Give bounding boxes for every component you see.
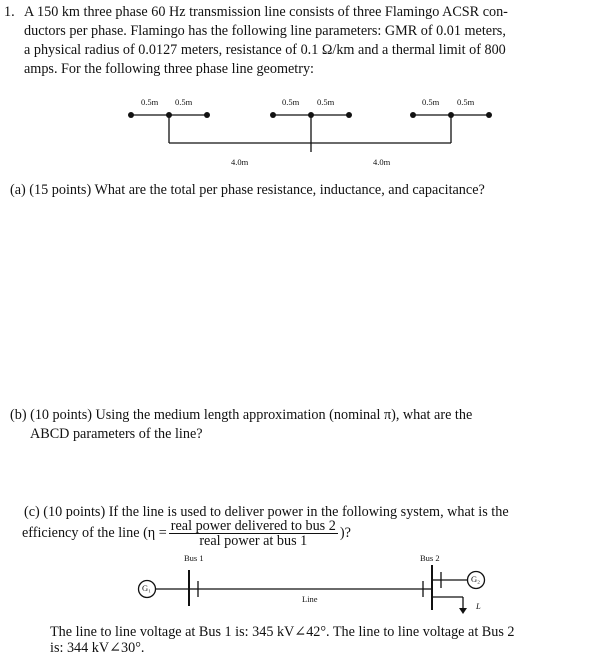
- spacing-label: 0.5m: [457, 97, 475, 107]
- problem-line-1: A 150 km three phase 60 Hz transmission line consists of three Flamingo ACSR con-: [24, 4, 508, 20]
- line-label: Line: [302, 594, 318, 604]
- part-c-line-1: (c) (10 points) If the line is used to deliver power in the following system, what is the: [24, 504, 509, 520]
- problem-number: 1.: [4, 4, 15, 20]
- problem-line-3: a physical radius of 0.0127 meters, resistance of 0.1 Ω/km and a thermal limit of 800: [24, 42, 506, 58]
- fraction-denominator: real power at bus 1: [199, 533, 308, 549]
- spacing-label: 0.5m: [422, 97, 440, 107]
- efficiency-suffix: )?: [339, 524, 351, 541]
- voltage-line-1: The line to line voltage at Bus 1 is: 345 kV∠42°. The line to line voltage at Bus 2: [50, 624, 515, 640]
- spacing-label: 0.5m: [141, 97, 159, 107]
- problem-line-2: ductors per phase. Flamingo has the following line parameters: GMR of 0.01 meters,: [24, 23, 506, 39]
- part-a-question: (a) (15 points) What are the total per phase resistance, inductance, and capacitance?: [10, 182, 485, 198]
- voltage-line-2: is: 344 kV∠30°.: [50, 640, 145, 656]
- part-b-line-1: (b) (10 points) Using the medium length approximation (nominal π), what are the: [10, 407, 473, 423]
- bus-1-label: Bus 1: [184, 553, 204, 563]
- bus-2-label: Bus 2: [420, 553, 440, 563]
- spacing-label: 0.5m: [282, 97, 300, 107]
- load-label: L: [476, 601, 481, 611]
- efficiency-prefix: efficiency of the line (η =: [22, 524, 167, 541]
- load-arrow: [459, 608, 467, 614]
- gen-2-label: G₂: [471, 574, 481, 584]
- distance-label: 4.0m: [373, 157, 391, 167]
- fraction-numerator: real power delivered to bus 2: [170, 518, 336, 534]
- problem-line-4: amps. For the following three phase line geometry:: [24, 61, 314, 77]
- part-b-line-2: ABCD parameters of the line?: [30, 426, 203, 442]
- gen-1-label: G₁: [142, 583, 152, 593]
- spacing-label: 0.5m: [175, 97, 193, 107]
- distance-label: 4.0m: [231, 157, 249, 167]
- spacing-label: 0.5m: [317, 97, 335, 107]
